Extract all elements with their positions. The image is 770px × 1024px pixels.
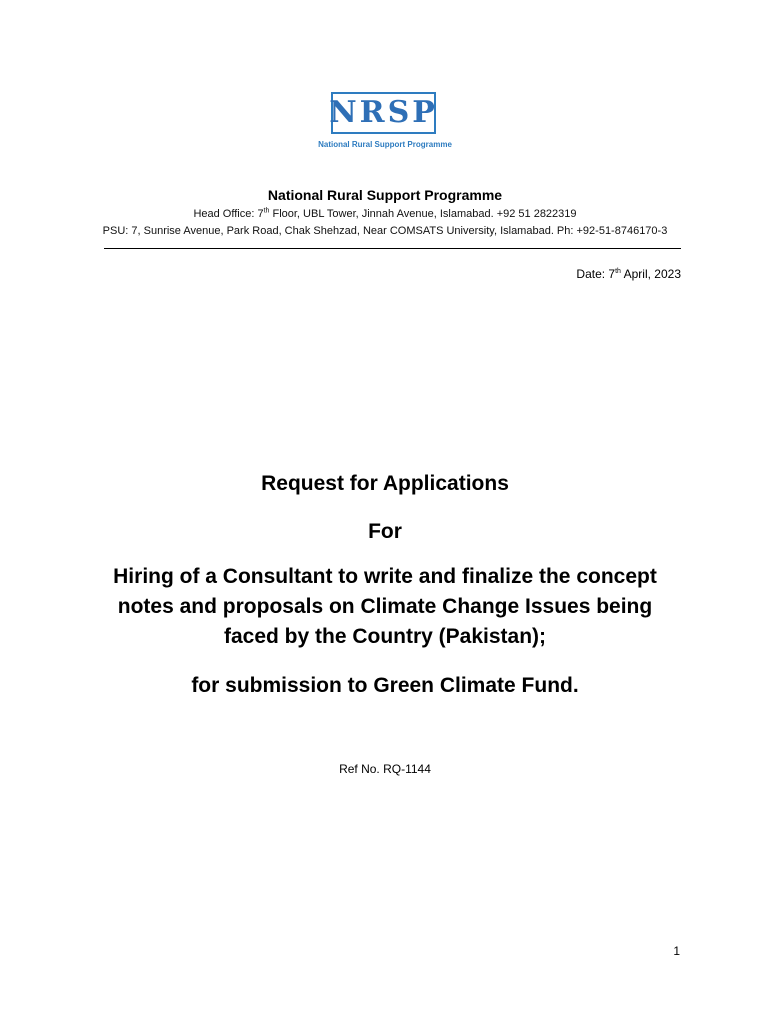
date-prefix: Date: 7 xyxy=(576,267,616,281)
title-subject xyxy=(0,562,770,652)
page-number: 1 xyxy=(673,944,680,958)
organization-name: National Rural Support Programme xyxy=(267,187,503,203)
psu-address: PSU: 7, Sunrise Avenue, Park Road, Chak Shehzad, Near COMSATS University, Islamabad. Ph: +92-51-8746170-3 xyxy=(102,225,668,237)
title-submission: for submission to Green Climate Fund. xyxy=(191,674,579,697)
date-sup: th xyxy=(615,268,621,275)
head-office-prefix: Head Office: 7 xyxy=(193,208,264,220)
logo-subtitle: National Rural Support Programme xyxy=(318,140,452,149)
document-date xyxy=(576,267,681,281)
reference-number: Ref No. RQ-1144 xyxy=(339,762,431,776)
date-suffix: April, 2023 xyxy=(620,267,681,281)
head-office-suffix: Floor, UBL Tower, Jinnah Avenue, Islamabad. +92 51 2822319 xyxy=(269,208,577,220)
title-request-for-applications: Request for Applications xyxy=(261,472,509,495)
title-subject-line-3: faced by the Country (Pakistan); xyxy=(223,625,547,648)
head-office-sup: th xyxy=(263,207,270,215)
nrsp-logo xyxy=(331,92,436,134)
head-office-address xyxy=(0,208,770,220)
header-divider xyxy=(104,248,681,249)
logo-text: NRSP xyxy=(329,95,438,130)
title-subject-line-1: Hiring of a Consultant to write and finalize the concept xyxy=(113,565,657,588)
title-subject-line-2: notes and proposals on Climate Change Issues being xyxy=(117,595,653,618)
title-for: For xyxy=(368,520,402,543)
